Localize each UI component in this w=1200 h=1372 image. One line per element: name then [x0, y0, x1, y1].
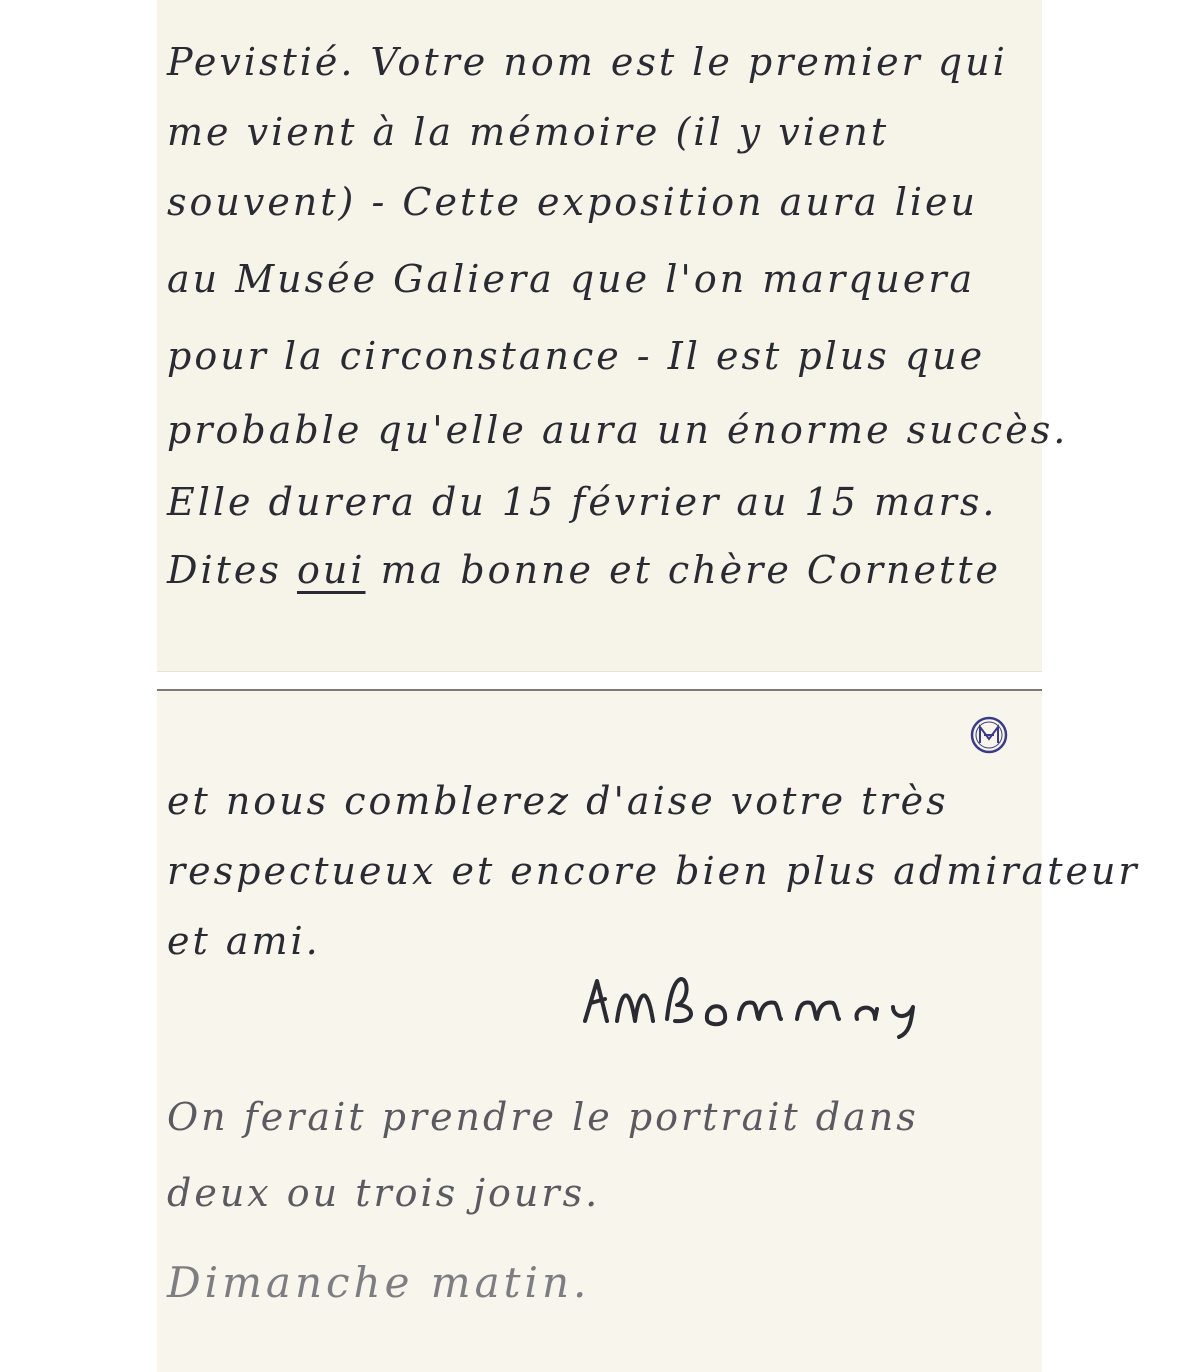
letter-line: Elle durera du 15 février au 15 mars. — [167, 480, 998, 524]
letter-line: et ami. — [167, 919, 321, 963]
signature — [577, 961, 957, 1041]
letter-page-bottom — [157, 689, 1140, 1372]
postscript-line: deux ou trois jours. — [167, 1171, 601, 1215]
collection-stamp-icon — [969, 715, 1009, 755]
letter-page-top — [157, 0, 1069, 672]
dateline: Dimanche matin. — [167, 1258, 591, 1307]
signature-handwriting — [577, 961, 957, 1041]
underlined-word: oui — [296, 548, 366, 592]
letter-line: Pevistié. Votre nom est le premier qui — [167, 40, 1008, 84]
postscript-line: On ferait prendre le portrait dans — [167, 1095, 919, 1139]
letter-line: respectueux et encore bien plus admirateur — [167, 849, 1140, 893]
letter-word: Dites — [167, 548, 282, 592]
letter-line-last — [167, 546, 1032, 594]
letter-line: me vient à la mémoire (il y vient — [167, 110, 890, 154]
letter-line: et nous comblerez d'aise votre très — [167, 779, 949, 823]
letter-line: au Musée Galiera que l'on marquera — [167, 257, 976, 301]
letter-line: probable qu'elle aura un énorme succès. — [167, 408, 1069, 452]
letter-line: souvent) - Cette exposition aura lieu — [167, 180, 978, 224]
letter-line-rest: ma bonne et chère Cornette — [380, 548, 1002, 592]
letter-line: pour la circonstance - Il est plus que — [167, 334, 986, 378]
